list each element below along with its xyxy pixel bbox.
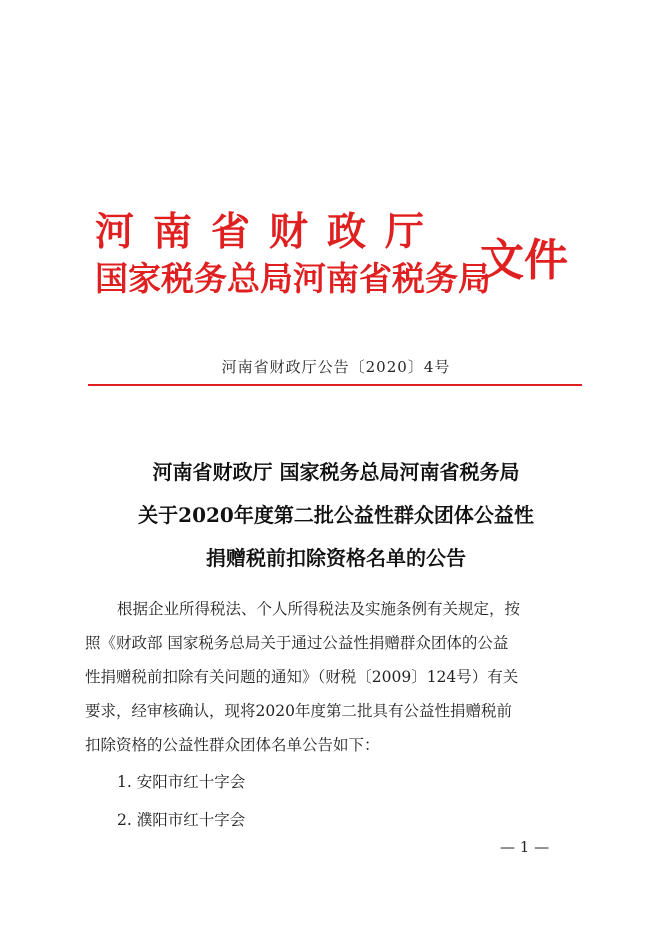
body-paragraph-line: 照《财政部 国家税务总局关于通过公益性捐赠群众团体的公益 [85,634,509,652]
list-item: 1. 安阳市红十字会 [117,773,246,791]
body-paragraph-line: 要求，经审核确认，现将2020年度第二批具有公益性捐赠税前 [85,702,512,720]
title-line-1: 河南省财政厅 国家税务总局河南省税务局 [152,460,520,484]
document-word: 文件 [480,235,568,286]
title-line-2: 关于2020年度第二批公益性群众团体公益性 [138,503,534,527]
issuer-line-tax-bureau: 国家税务总局河南省税务局 [95,259,491,298]
body-paragraph-line: 根据企业所得税法、个人所得税法及实施条例有关规定，按 [117,600,521,618]
red-divider-line [88,384,582,386]
page-number: — 1 — [500,838,550,856]
title-line-3: 捐赠税前扣除资格名单的公告 [206,546,466,570]
body-paragraph-line: 性捐赠税前扣除有关问题的通知》（财税〔2009〕124号）有关 [85,668,519,686]
body-paragraph-line: 扣除资格的公益性群众团体名单公告如下： [85,736,380,754]
issuer-line-finance-department: 河南省财政厅 [95,209,444,255]
document-number: 河南省财政厅公告〔2020〕4号 [221,358,451,376]
list-item: 2. 濮阳市红十字会 [117,811,246,829]
